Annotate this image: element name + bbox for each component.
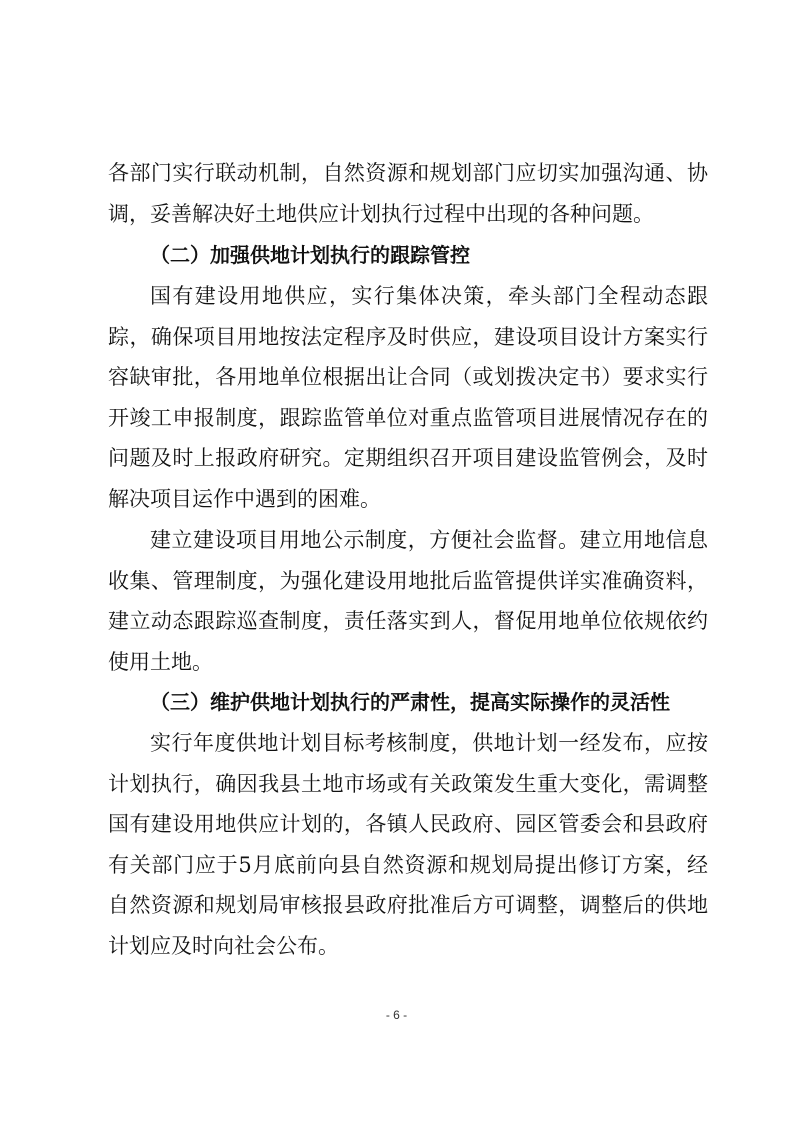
paragraph-2b (108, 520, 708, 682)
paragraph-text: 实行年度供地计划目标考核制度，供地计划一经发布，应按计划执行，确因我县土地市场或有关政策发生重大变化，需调整国有建设用地供应计划的，各镇人民政府、园区管委会和县政府有关部门应于5月底前向县自然资源和规划局提出修订方案，经自然资源和规划局审核报县政府批准后方可调整，调整后的供地计划应及时向社会公布。 (108, 731, 708, 958)
paragraph-2a (108, 276, 708, 519)
paragraph-continuation (108, 153, 708, 234)
page-number: - 6 - (385, 1008, 408, 1022)
section-heading-3: （三）维护供地计划执行的严肃性，提高实际操作的灵活性 (150, 690, 670, 714)
paragraph-text: 国有建设用地供应，实行集体决策，牵头部门全程动态跟踪，确保项目用地按法定程序及时供应，建设项目设计方案实行容缺审批，各用地单位根据出让合同（或划拨决定书）要求实行开竣工申报制度，跟踪监管单位对重点监管项目进展情况存在的问题及时上报政府研究。定期组织召开项目建设监管例会，及时解决项目运作中遇到的困难。 (108, 284, 708, 511)
section-heading-2: （二）加强供地计划执行的跟踪管控 (150, 243, 470, 267)
paragraph-text: 建立建设项目用地公示制度，方便社会监督。建立用地信息收集、管理制度，为强化建设用地批后监管提供详实准确资料，建立动态跟踪巡查制度，责任落实到人，督促用地单位依规依约使用土地。 (108, 528, 708, 674)
paragraph-text: 各部门实行联动机制，自然资源和规划部门应切实加强沟通、协调，妥善解决好土地供应计划执行过程中出现的各种问题。 (108, 161, 708, 226)
paragraph-3a (108, 723, 708, 966)
